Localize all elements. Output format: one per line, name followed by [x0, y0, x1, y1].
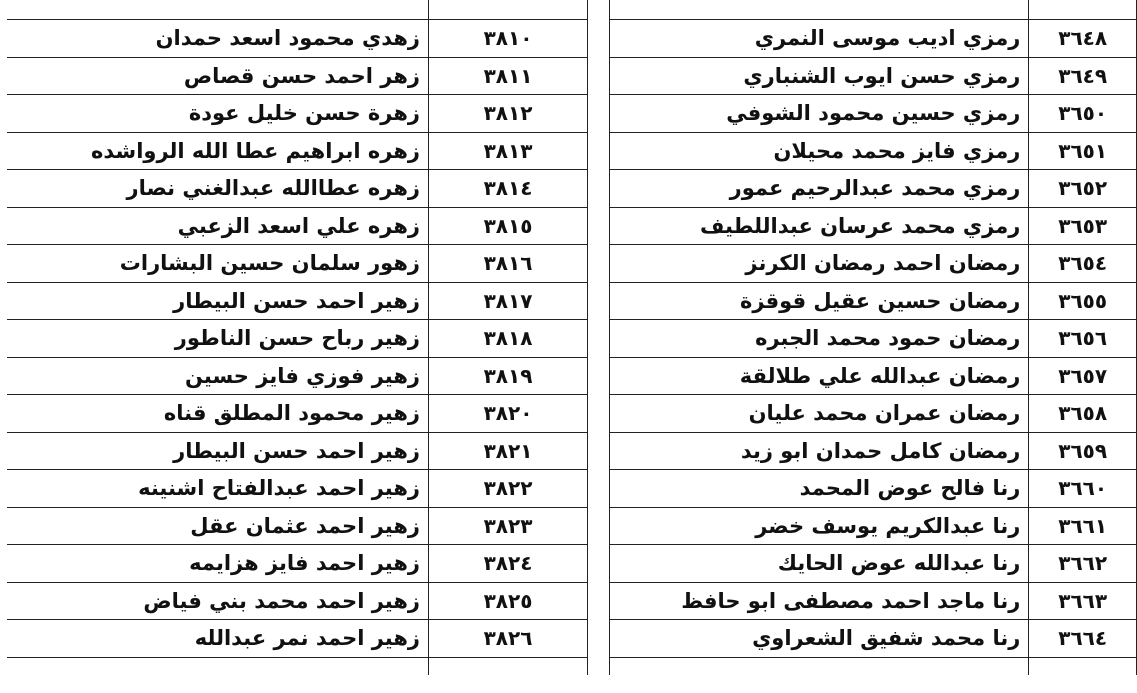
person-name-cell: زهير احمد حسن البيطار — [7, 432, 429, 470]
person-name-cell: زهير فوزي فايز حسين — [7, 357, 429, 395]
serial-number-cell: ٣٦٦٣ — [1029, 582, 1137, 620]
table-row — [7, 320, 588, 358]
serial-number-cell: ٣٦٥٢ — [1029, 170, 1137, 208]
table-row — [610, 432, 1137, 470]
serial-number-cell: ٣٦٥٣ — [1029, 207, 1137, 245]
person-name-cell: رنا فالح عوض المحمد — [610, 470, 1029, 508]
empty-cell — [1029, 0, 1137, 20]
empty-cell — [7, 0, 429, 20]
table-row — [610, 282, 1137, 320]
person-name-cell: زهير احمد محمد بني فياض — [7, 582, 429, 620]
table-row — [7, 620, 588, 658]
table-row — [610, 57, 1137, 95]
person-name-cell: رمضان عبدالله علي طلالقة — [610, 357, 1029, 395]
empty-cell — [429, 657, 588, 675]
person-name-cell: زهور سلمان حسين البشارات — [7, 245, 429, 283]
table-row — [7, 545, 588, 583]
person-name-cell: زهير رباح حسن الناطور — [7, 320, 429, 358]
serial-number-cell: ٣٦٥٤ — [1029, 245, 1137, 283]
serial-number-cell: ٣٦٦١ — [1029, 507, 1137, 545]
serial-number-cell: ٣٨١٨ — [429, 320, 588, 358]
person-name-cell: رمزي محمد عرسان عبداللطيف — [610, 207, 1029, 245]
serial-number-cell: ٣٦٥٩ — [1029, 432, 1137, 470]
left-names-table — [7, 0, 588, 675]
serial-number-cell: ٣٦٥٥ — [1029, 282, 1137, 320]
serial-number-cell: ٣٨٢١ — [429, 432, 588, 470]
table-row — [610, 470, 1137, 508]
person-name-cell: زهدي محمود اسعد حمدان — [7, 20, 429, 58]
serial-number-cell: ٣٨٢٥ — [429, 582, 588, 620]
table-row — [7, 582, 588, 620]
person-name-cell: زهير احمد حسن البيطار — [7, 282, 429, 320]
person-name-cell: رمزي حسين محمود الشوفي — [610, 95, 1029, 133]
table-row — [7, 170, 588, 208]
serial-number-cell: ٣٨١٠ — [429, 20, 588, 58]
table-row — [610, 620, 1137, 658]
table-row — [7, 282, 588, 320]
table-row — [610, 245, 1137, 283]
table-row — [610, 320, 1137, 358]
table-row — [7, 507, 588, 545]
person-name-cell: رنا محمد شفيق الشعراوي — [610, 620, 1029, 658]
table-row-partial — [7, 657, 588, 675]
serial-number-cell: ٣٨١٣ — [429, 132, 588, 170]
serial-number-cell: ٣٨١٢ — [429, 95, 588, 133]
table-row — [7, 95, 588, 133]
table-row — [610, 582, 1137, 620]
person-name-cell: زهير احمد عثمان عقل — [7, 507, 429, 545]
person-name-cell: زهر احمد حسن قصاص — [7, 57, 429, 95]
serial-number-cell: ٣٨٢٠ — [429, 395, 588, 433]
person-name-cell: رمضان حسين عقيل قوقزة — [610, 282, 1029, 320]
serial-number-cell: ٣٨٢٢ — [429, 470, 588, 508]
empty-cell — [429, 0, 588, 20]
serial-number-cell: ٣٨١٩ — [429, 357, 588, 395]
person-name-cell: رمزي اديب موسى النمري — [610, 20, 1029, 58]
serial-number-cell: ٣٦٤٩ — [1029, 57, 1137, 95]
person-name-cell: رمزي محمد عبدالرحيم عمور — [610, 170, 1029, 208]
right-table-body — [610, 0, 1137, 675]
table-row — [610, 170, 1137, 208]
table-row — [7, 20, 588, 58]
person-name-cell: زهير محمود المطلق قناه — [7, 395, 429, 433]
person-name-cell: زهره ابراهيم عطا الله الرواشده — [7, 132, 429, 170]
person-name-cell: زهير احمد فايز هزايمه — [7, 545, 429, 583]
person-name-cell: زهره عطاالله عبدالغني نصار — [7, 170, 429, 208]
table-row — [610, 132, 1137, 170]
serial-number-cell: ٣٦٦٠ — [1029, 470, 1137, 508]
table-row — [7, 357, 588, 395]
empty-cell — [610, 657, 1029, 675]
person-name-cell: رمضان احمد رمضان الكرنز — [610, 245, 1029, 283]
serial-number-cell: ٣٨١٧ — [429, 282, 588, 320]
table-row — [7, 57, 588, 95]
empty-cell — [1029, 657, 1137, 675]
serial-number-cell: ٣٨٢٦ — [429, 620, 588, 658]
table-row — [7, 470, 588, 508]
table-row — [7, 395, 588, 433]
person-name-cell: رمزي فايز محمد محيلان — [610, 132, 1029, 170]
table-row — [610, 20, 1137, 58]
serial-number-cell: ٣٦٥١ — [1029, 132, 1137, 170]
person-name-cell: رمضان كامل حمدان ابو زيد — [610, 432, 1029, 470]
serial-number-cell: ٣٦٥٨ — [1029, 395, 1137, 433]
table-row — [610, 207, 1137, 245]
serial-number-cell: ٣٦٥٦ — [1029, 320, 1137, 358]
serial-number-cell: ٣٦٦٢ — [1029, 545, 1137, 583]
serial-number-cell: ٣٦٤٨ — [1029, 20, 1137, 58]
person-name-cell: زهره علي اسعد الزعبي — [7, 207, 429, 245]
serial-number-cell: ٣٦٥٧ — [1029, 357, 1137, 395]
left-table-body — [7, 0, 588, 675]
table-row-partial — [610, 657, 1137, 675]
serial-number-cell: ٣٨١٦ — [429, 245, 588, 283]
table-row — [610, 95, 1137, 133]
person-name-cell: زهير احمد نمر عبدالله — [7, 620, 429, 658]
person-name-cell: رنا عبدالله عوض الحايك — [610, 545, 1029, 583]
person-name-cell: رنا عبدالكريم يوسف خضر — [610, 507, 1029, 545]
right-names-table — [609, 0, 1137, 675]
person-name-cell: رمضان عمران محمد عليان — [610, 395, 1029, 433]
person-name-cell: رمزي حسن ايوب الشنباري — [610, 57, 1029, 95]
table-row — [610, 395, 1137, 433]
serial-number-cell: ٣٨١٥ — [429, 207, 588, 245]
person-name-cell: رمضان حمود محمد الجبره — [610, 320, 1029, 358]
serial-number-cell: ٣٦٥٠ — [1029, 95, 1137, 133]
table-row — [610, 507, 1137, 545]
table-row — [610, 545, 1137, 583]
serial-number-cell: ٣٨١٤ — [429, 170, 588, 208]
serial-number-cell: ٣٨١١ — [429, 57, 588, 95]
empty-cell — [7, 657, 429, 675]
empty-cell — [610, 0, 1029, 20]
table-row-partial — [7, 0, 588, 20]
table-row — [7, 132, 588, 170]
table-row-partial — [610, 0, 1137, 20]
person-name-cell: زهير احمد عبدالفتاح اشنينه — [7, 470, 429, 508]
person-name-cell: زهرة حسن خليل عودة — [7, 95, 429, 133]
table-row — [610, 357, 1137, 395]
table-row — [7, 245, 588, 283]
table-row — [7, 207, 588, 245]
serial-number-cell: ٣٨٢٤ — [429, 545, 588, 583]
serial-number-cell: ٣٦٦٤ — [1029, 620, 1137, 658]
serial-number-cell: ٣٨٢٣ — [429, 507, 588, 545]
person-name-cell: رنا ماجد احمد مصطفى ابو حافظ — [610, 582, 1029, 620]
table-row — [7, 432, 588, 470]
